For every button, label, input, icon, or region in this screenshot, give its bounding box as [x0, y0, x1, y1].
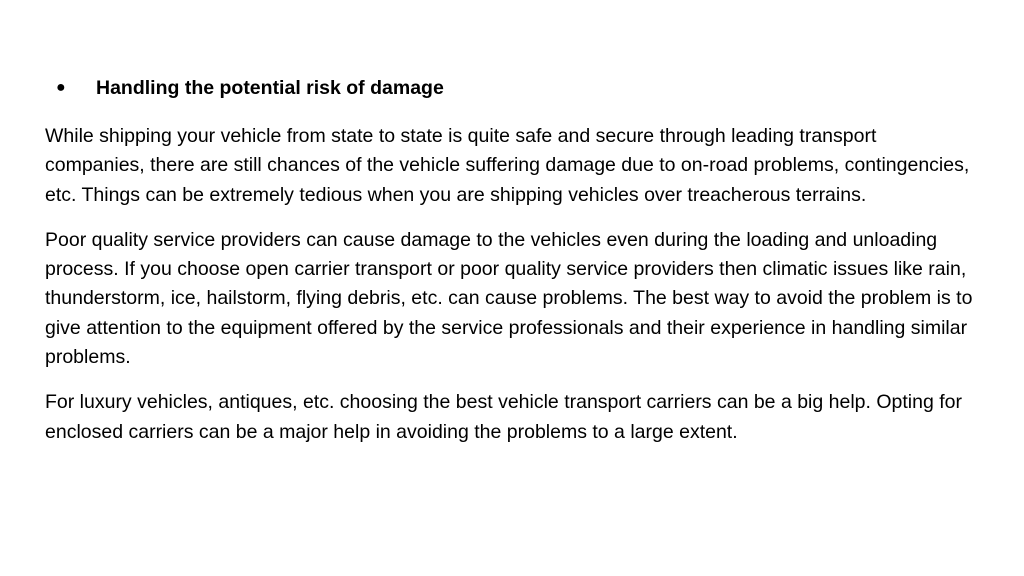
body-text — [45, 122, 975, 463]
paragraph-3: For luxury vehicles, antiques, etc. choosing the best vehicle transport carriers can be a big help. Opting for enclosed carriers can be a major help in avoiding the problems to a large extent. — [45, 391, 962, 443]
bullet-heading-row — [56, 76, 444, 100]
bullet-icon: ● — [56, 79, 66, 96]
section-heading: Handling the potential risk of damage — [96, 77, 444, 99]
paragraph-1: While shipping your vehicle from state to state is quite safe and secure through leading transport companies, there are still chances of the vehicle suffering damage due to on-road problems, contingencies, etc. Things can be extremely tedious when you are shipping vehicles over treacherous terrains. — [45, 125, 970, 206]
paragraph-2: Poor quality service providers can cause damage to the vehicles even during the loading and unloading process. If you choose open carrier transport or poor quality service providers then climatic issues like rain, thunderstorm, ice, hailstorm, flying debris, etc. can cause problems. The best way to avoid the problem is to give attention to the equipment offered by the service professionals and their experience in handling similar problems. — [45, 228, 973, 369]
